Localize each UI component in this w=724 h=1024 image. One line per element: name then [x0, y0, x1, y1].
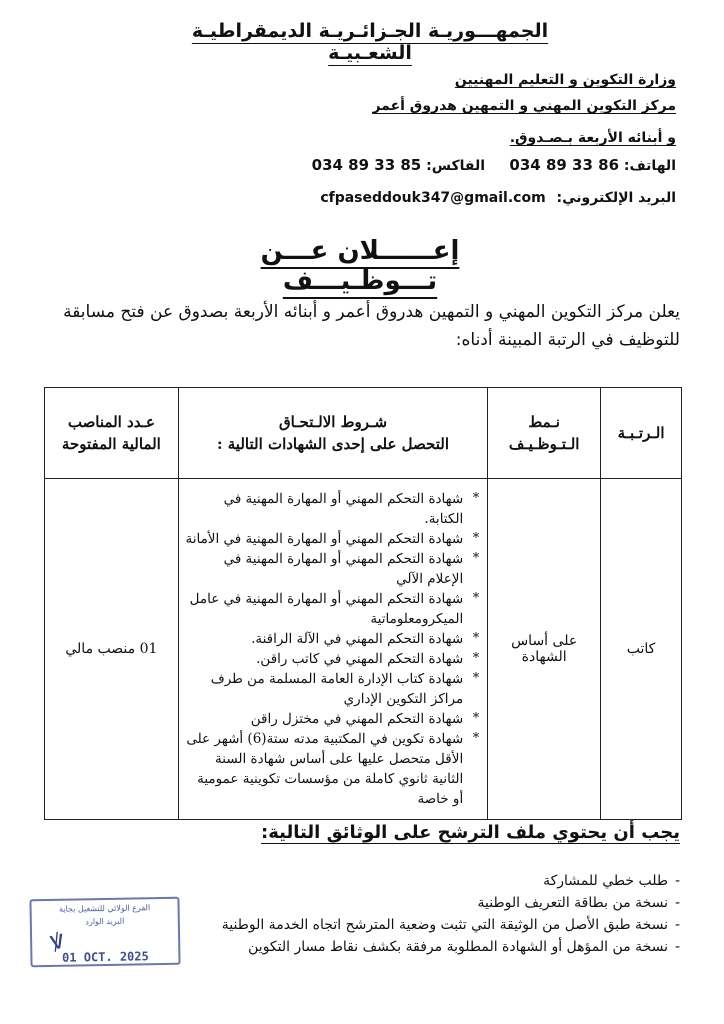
condition-item: * شهادة التحكم المهني أو المهارة المهنية في الإعلام الآلي: [185, 549, 479, 589]
table-header-row: [45, 388, 682, 479]
center-name: مركز التكوين المهني و التمهين هدروق أعمر: [372, 98, 676, 114]
condition-item: * شهادة التحكم المهني أو المهارة المهنية في عامل الميكرومعلوماتية: [185, 589, 479, 629]
intro-paragraph: يعلن مركز التكوين المهني و التمهين هدروق أعمر و أبنائه الأربعة بصدوق عن فتح مسابقة للتوظيف في الرتبة المبينة أدناه:: [63, 302, 680, 350]
signature-mark: ꝟ: [47, 924, 67, 957]
cell-mode: على أساس الشهادة: [488, 479, 601, 820]
stamp-sub-text: البريد الوارد: [85, 916, 125, 927]
condition-item: * شهادة التحكم المهني في كاتب راقن.: [185, 649, 479, 669]
announcement-title: إعــــــلان عـــن تـــوظـيـــف: [260, 236, 460, 296]
condition-item: * شهادة تكوين في المكتبية مدته ستة(6) أشهر على الأقل متحصل عليها على أساس شهادة السنة الثانية ثانوي كاملة من مؤسسات تكوينية عمومية أو خاصة: [185, 729, 479, 809]
phone-label: الهاتف:: [623, 158, 676, 174]
header-conditions: [178, 388, 487, 479]
stamp-top-text: الفرع الولائي للتشغيل بجاية: [58, 903, 151, 914]
stamp-date: 01 OCT. 2025: [61, 949, 149, 965]
center-name-continued: و أبنائه الأربعة بـصـدوق.: [509, 130, 676, 146]
contact-email: [320, 190, 676, 206]
phone-value: 034 89 33 86: [509, 156, 620, 174]
email-value: cfpaseddouk347@gmail.com: [320, 190, 546, 206]
republic-title: الجمهـــوريـة الجـزائـريـة الديمقراطيـة الشعـبيـة: [191, 20, 549, 64]
conditions-list: [179, 483, 487, 815]
email-label: البريد الإلكتروني:: [556, 190, 676, 206]
document-item: - نسخة من بطاقة التعريف الوطنية: [20, 892, 680, 914]
condition-item: * شهادة كتاب الإدارة العامة المسلمة من طرف مراكز التكوين الإداري: [185, 669, 479, 709]
header-mode: نـمط الـتـوظـيـف: [488, 388, 601, 479]
documents-title: يجب أن يحتوي ملف الترشح على الوثائق التالية:: [261, 822, 680, 843]
recruitment-table: [44, 387, 682, 820]
condition-item: * شهادة التحكم المهني في الآلة الراقنة.: [185, 629, 479, 649]
condition-item: * شهادة التحكم المهني في مختزل راقن: [185, 709, 479, 729]
ministry-name: وزارة التكوين و التعليم المهنيين: [454, 72, 676, 88]
header-conditions-title: شـروط الالـتحـاق: [278, 413, 388, 431]
cell-rank: كاتب: [601, 479, 682, 820]
condition-item: * شهادة التحكم المهني أو المهارة المهنية في الكتابة.: [185, 489, 479, 529]
cell-conditions: [178, 479, 487, 820]
reception-stamp: [29, 897, 180, 968]
contact-phones: [312, 156, 676, 174]
fax-value: 034 89 33 85: [311, 156, 422, 174]
header-posts: عـدد المناصب المالية المفتوحة: [45, 388, 179, 479]
document-item: - طلب خطي للمشاركة: [20, 870, 680, 892]
document-item: - نسخة من المؤهل أو الشهادة المطلوبة مرفقة بكشف نقاط مسار التكوين: [20, 936, 680, 958]
header-conditions-sub: التحصل على إحدى الشهادات التالية :: [217, 435, 449, 453]
document-item: - نسخة طبق الأصل من الوثيقة التي تثبت وضعية المترشح اتجاه الخدمة الوطنية: [20, 914, 680, 936]
table-row: [45, 479, 682, 820]
condition-item: * شهادة التحكم المهني أو المهارة المهنية في الأمانة: [185, 529, 479, 549]
header-rank: الـرتـبـة: [601, 388, 682, 479]
fax-label: الفاكس:: [426, 158, 486, 174]
cell-posts: 01 منصب مالي: [45, 479, 179, 820]
